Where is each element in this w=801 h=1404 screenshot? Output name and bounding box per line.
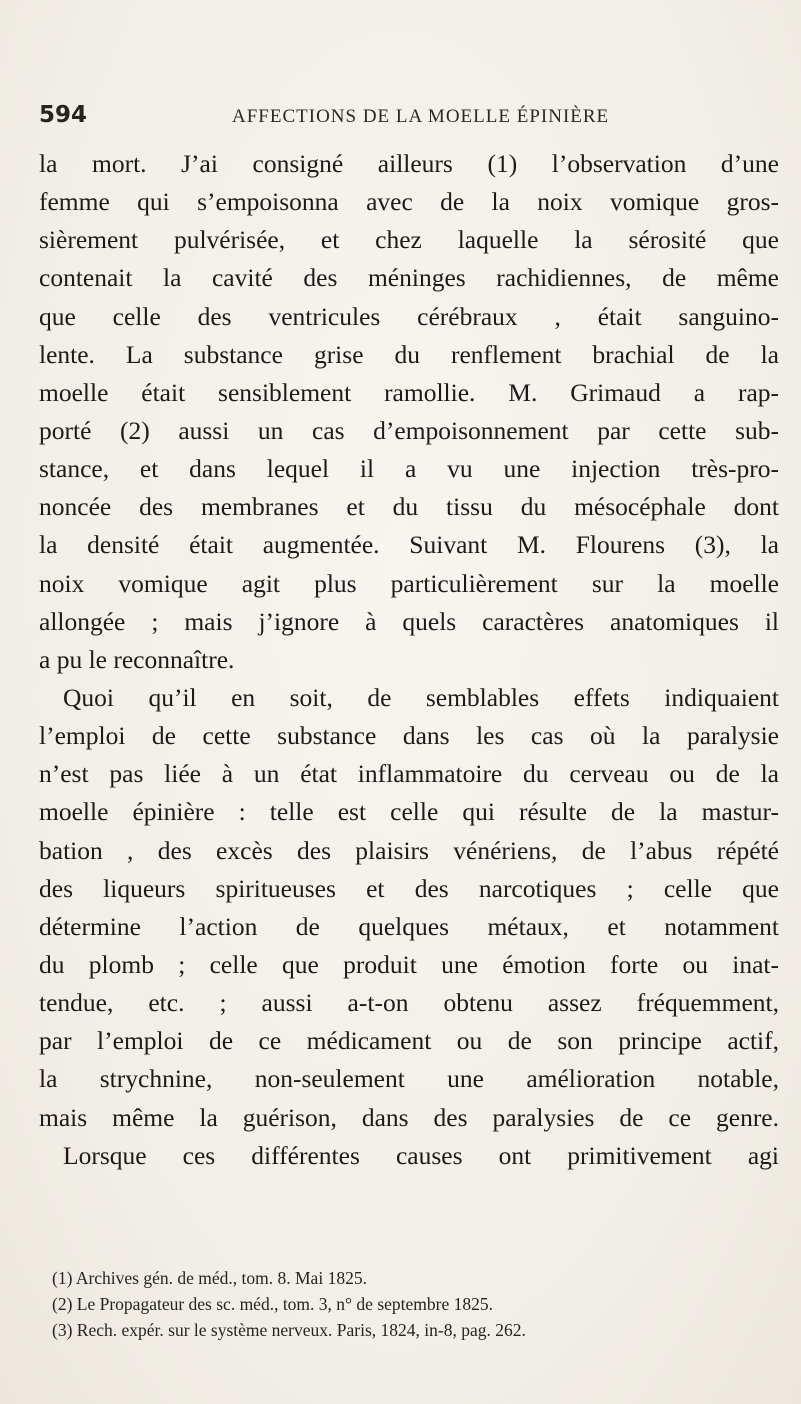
text-line: l’emploi de cette substance dans les cas où la paralysie [39, 721, 779, 751]
text-line: la densité était augmentée. Suivant M. Flourens (3), la [39, 530, 779, 560]
text-line: noncée des membranes et du tissu du mésocéphale dont [39, 492, 779, 522]
footnotes [52, 1265, 772, 1343]
running-head: AFFECTIONS DE LA MOELLE ÉPINIÈRE [232, 106, 610, 127]
text-line: que celle des ventricules cérébraux , était sanguino- [39, 301, 779, 331]
text-line: n’est pas liée à un état inflammatoire du cerveau ou de la [39, 759, 779, 789]
text-line: stance, et dans lequel il a vu une injection très-pro- [39, 454, 779, 484]
text-line: lente. La substance grise du renflement brachial de la [39, 339, 779, 369]
paragraph-start-line: Quoi qu’il en soit, de semblables effets indiquaient [63, 682, 779, 712]
footnote: (3) Rech. expér. sur le système nerveux. Paris, 1824, in-8, pag. 262. [52, 1320, 526, 1340]
text-line: bation , des excès des plaisirs vénériens, de l’abus répété [39, 835, 779, 865]
text-line: mais même la guérison, dans des paralysies de ce genre. [39, 1102, 779, 1132]
footnote: (2) Le Propagateur des sc. méd., tom. 3, n° de septembre 1825. [52, 1294, 493, 1314]
text-line: allongée ; mais j’ignore à quels caractères anatomiques il [39, 606, 779, 636]
text-line: noix vomique agit plus particulièrement sur la moelle [39, 568, 779, 598]
paragraph-start-line: Lorsque ces différentes causes ont primitivement agi [63, 1140, 779, 1170]
page-number: 594 [39, 102, 88, 128]
footnote: (1) Archives gén. de méd., tom. 8. Mai 1825. [52, 1268, 367, 1288]
text-line: la mort. J’ai consigné ailleurs (1) l’observation d’une [39, 149, 779, 178]
text-line: sièrement pulvérisée, et chez laquelle la sérosité que [39, 225, 779, 255]
text-line: tendue, etc. ; aussi a-t-on obtenu assez fréquemment, [39, 988, 779, 1018]
text-line: femme qui s’empoisonna avec de la noix vomique gros- [39, 187, 779, 217]
body-text [39, 145, 779, 1175]
text-line: détermine l’action de quelques métaux, et notamment [39, 911, 779, 941]
text-line: du plomb ; celle que produit une émotion forte ou inat- [39, 949, 779, 979]
text-line: moelle épinière : telle est celle qui résulte de la mastur- [39, 797, 779, 827]
text-line: par l’emploi de ce médicament ou de son principe actif, [39, 1026, 779, 1056]
text-line: moelle était sensiblement ramollie. M. Grimaud a rap- [39, 377, 779, 407]
text-line: a pu le reconnaître. [39, 644, 235, 674]
text-line: porté (2) aussi un cas d’empoisonnement par cette sub- [39, 415, 779, 445]
text-line: des liqueurs spiritueuses et des narcotiques ; celle que [39, 873, 779, 903]
page-header [0, 102, 801, 136]
text-line: la strychnine, non-seulement une amélioration notable, [39, 1064, 779, 1094]
text-line: contenait la cavité des méninges rachidiennes, de même [39, 263, 779, 293]
